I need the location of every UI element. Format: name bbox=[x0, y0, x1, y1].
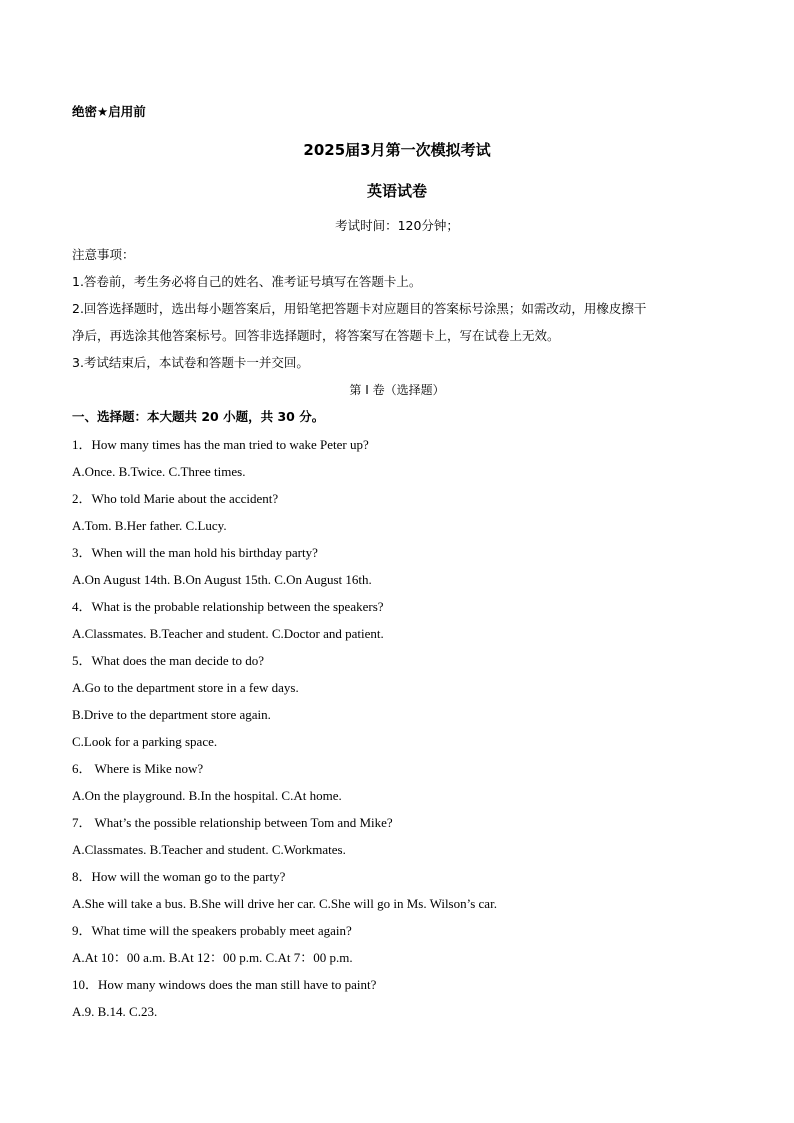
question-3: 3．When will the man hold his birthday party? bbox=[72, 545, 318, 560]
question-6-options: A.On the playground. B.In the hospital. C.At home. bbox=[72, 788, 342, 803]
exam-title: 2025届3月第一次模拟考试 bbox=[303, 141, 491, 159]
notice-item-2-line-2: 净后，再选涂其他答案标号。回答非选择题时，将答案写在答题卡上，写在试卷上无效。 bbox=[72, 328, 560, 343]
part-one-heading: 一、选择题：本大题共 20 小题，共 30 分。 bbox=[72, 409, 325, 424]
question-7: 7． What’s the possible relationship between Tom and Mike? bbox=[72, 815, 393, 830]
exam-time: 考试时间：120分钟； bbox=[335, 218, 459, 233]
question-1-options: A.Once. B.Twice. C.Three times. bbox=[72, 464, 246, 479]
question-2-options: A.Tom. B.Her father. C.Lucy. bbox=[72, 518, 227, 533]
question-9-options: A.At 10：00 a.m. B.At 12：00 p.m. C.At 7：00 p.m. bbox=[72, 950, 353, 965]
notice-heading: 注意事项： bbox=[72, 247, 135, 262]
question-8: 8．How will the woman go to the party? bbox=[72, 869, 286, 884]
question-6: 6． Where is Mike now? bbox=[72, 761, 204, 776]
confidential-mark: 绝密★启用前 bbox=[72, 104, 146, 119]
question-7-options: A.Classmates. B.Teacher and student. C.Workmates. bbox=[72, 842, 346, 857]
exam-subject: 英语试卷 bbox=[366, 182, 427, 200]
question-5: 5．What does the man decide to do? bbox=[72, 653, 265, 668]
question-10: 10．How many windows does the man still have to paint? bbox=[72, 977, 377, 992]
question-3-options: A.On August 14th. B.On August 15th. C.On August 16th. bbox=[72, 572, 372, 587]
section-title: 第 I 卷（选择题） bbox=[349, 383, 445, 397]
notice-item-3: 3.考试结束后，本试卷和答题卡一并交回。 bbox=[72, 355, 309, 370]
question-4-options: A.Classmates. B.Teacher and student. C.Doctor and patient. bbox=[72, 626, 384, 641]
question-8-options: A.She will take a bus. B.She will drive her car. C.She will go in Ms. Wilson’s car. bbox=[72, 896, 497, 911]
question-5-option-a: A.Go to the department store in a few days. bbox=[72, 680, 299, 695]
notice-item-1: 1.答卷前，考生务必将自己的姓名、准考证号填写在答题卡上。 bbox=[72, 274, 422, 289]
question-10-options: A.9. B.14. C.23. bbox=[72, 1004, 158, 1019]
question-4: 4．What is the probable relationship between the speakers? bbox=[72, 599, 384, 614]
question-9: 9．What time will the speakers probably meet again? bbox=[72, 923, 352, 938]
question-1: 1．How many times has the man tried to wake Peter up? bbox=[72, 437, 369, 452]
notice-item-2-line-1: 2.回答选择题时，选出每小题答案后，用铅笔把答题卡对应题目的答案标号涂黑；如需改动，用橡皮擦干 bbox=[72, 301, 647, 316]
question-5-option-c: C.Look for a parking space. bbox=[72, 734, 218, 749]
question-2: 2．Who told Marie about the accident? bbox=[72, 491, 279, 506]
question-5-option-b: B.Drive to the department store again. bbox=[72, 707, 271, 722]
